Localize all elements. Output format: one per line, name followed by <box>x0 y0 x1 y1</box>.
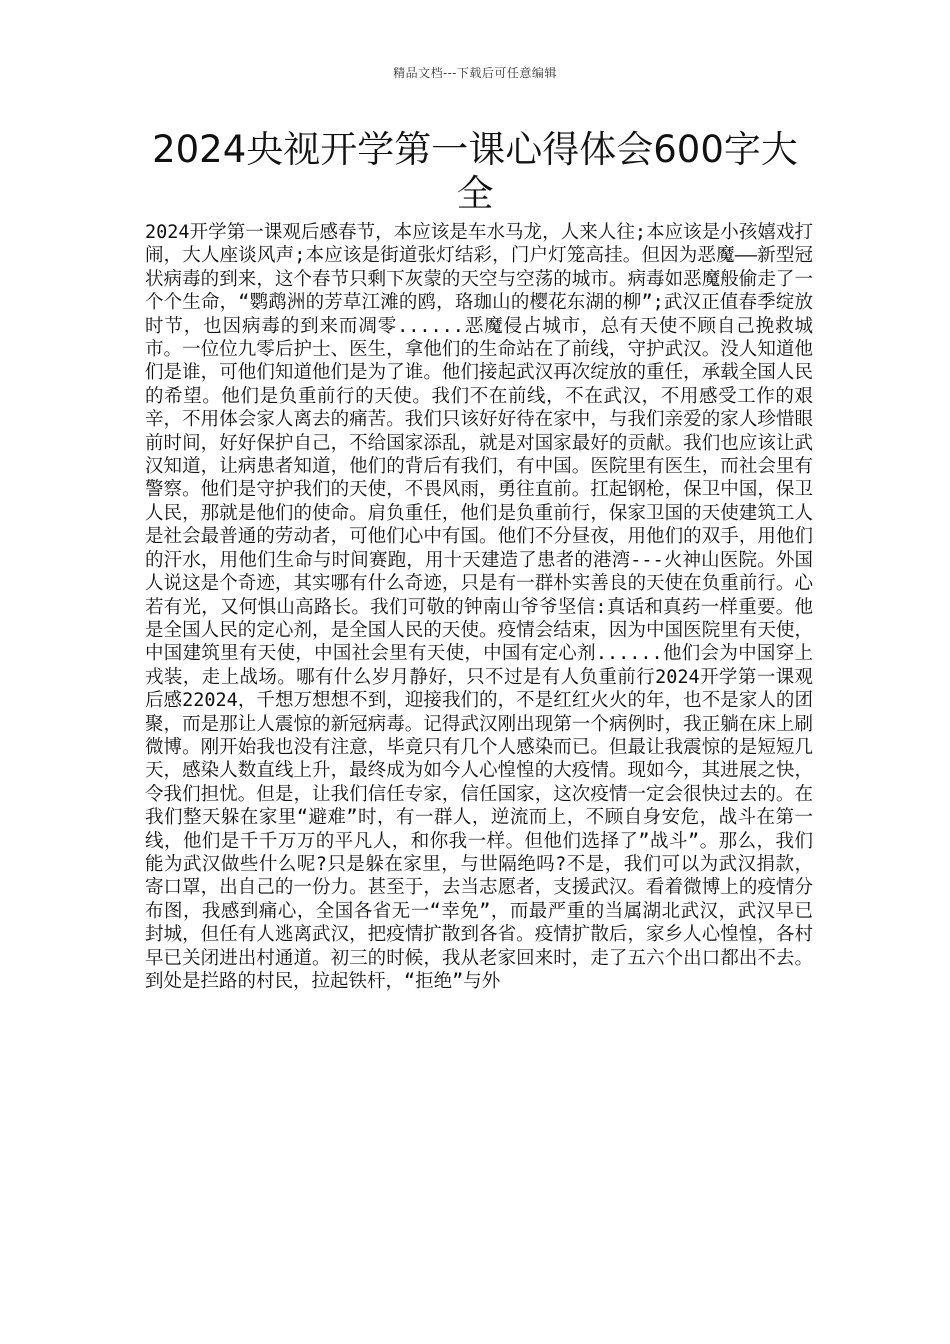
document-title: 2024央视开学第一课心得体会600字大全 <box>152 128 798 215</box>
header-note: 精品文档---下载后可任意编辑 <box>393 66 557 80</box>
document-body: 2024开学第一课观后感春节，本应该是车水马龙，人来人往;本应该是小孩嬉戏打闹，大人座谈风声;本应该是街道张灯结彩，门户灯笼高挂。但因为恶魔——新型冠状病毒的到来，这个春节只剩下灰蒙的天空与空荡的城市。病毒如恶魔般偷走了一个个生命，“鹦鹉洲的芳草江滩的鸥，珞珈山的樱花东湖的柳”;武汉正值春季绽放时节，也因病毒的到来而凋零......恶魔侵占城市，总有天使不顾自己挽救城市。一位位九零后护士、医生，拿他们的生命站在了前线，守护武汉。没人知道他们是谁，可他们知道他们是为了谁。他们接起武汉再次绽放的重任，承载全国人民的希望。他们是负重前行的天使。我们不在前线，不在武汉，不用感受工作的艰辛，不用体会家人离去的痛苦。我们只该好好待在家中，与我们亲爱的家人珍惜眼前时间，好好保护自己，不给国家添乱，就是对国家最好的贡献。我们也应该让武汉知道，让病患者知道，他们的背后有我们，有中国。医院里有医生，而社会里有警察。他们是守护我们的天使，不畏风雨，勇往直前。扛起钢枪，保卫中国，保卫人民，那就是他们的使命。肩负重任，他们是负重前行，保家卫国的天使建筑工人是社会最普通的劳动者，可他们心中有国。他们不分昼夜，用他们的双手，用他们的汗水，用他们生命与时间赛跑，用十天建造了患者的港湾---火神山医院。外国人说这是个奇迹，其实哪有什么奇迹，只是有一群朴实善良的天使在负重前行。心若有光，又何惧山高路长。我们可敬的钟南山爷爷坚信:真话和真药一样重要。他是全国人民的定心剂，是全国人民的天使。疫情会结束，因为中国医院里有天使，中国建筑里有天使，中国社会里有天使，中国有定心剂......他们会为中国穿上戎装，走上战场。哪有什么岁月静好，只不过是有人负重前行2024开学第一课观后感22024，千想万想想不到，迎接我们的，不是红红火火的年，也不是家人的团聚，而是那让人震惊的新冠病毒。记得武汉刚出现第一个病例时，我正躺在床上刷微博。刚开始我也没有注意，毕竟只有几个人感染而已。但最让我震惊的是短短几天，感染人数直线上升，最终成为如今人心惶惶的大疫情。现如今，其进展之快，令我们担忧。但是，让我们信任专家，信任国家，这次疫情一定会很快过去的。在我们整天躲在家里“避难”时，有一群人，逆流而上，不顾自身安危，战斗在第一线，他们是千千万万的平凡人，和你我一样。但他们选择了”战斗”。那么，我们能为武汉做些什么呢?只是躲在家里，与世隔绝吗?不是，我们可以为武汉捐款，寄口罩，出自己的一份力。甚至于，去当志愿者，支援武汉。看着微博上的疫情分布图，我感到痛心，全国各省无一“幸免”，而最严重的当属湖北武汉，武汉早已封城，但任有人逃离武汉，把疫情扩散到各省。疫情扩散后，家乡人心惶惶，各村早已关闭进出村通道。初三的时候，我从老家回来时，走了五六个出口都出不去。到处是拦路的村民，拉起铁杆，“拒绝”与外 <box>145 222 813 992</box>
